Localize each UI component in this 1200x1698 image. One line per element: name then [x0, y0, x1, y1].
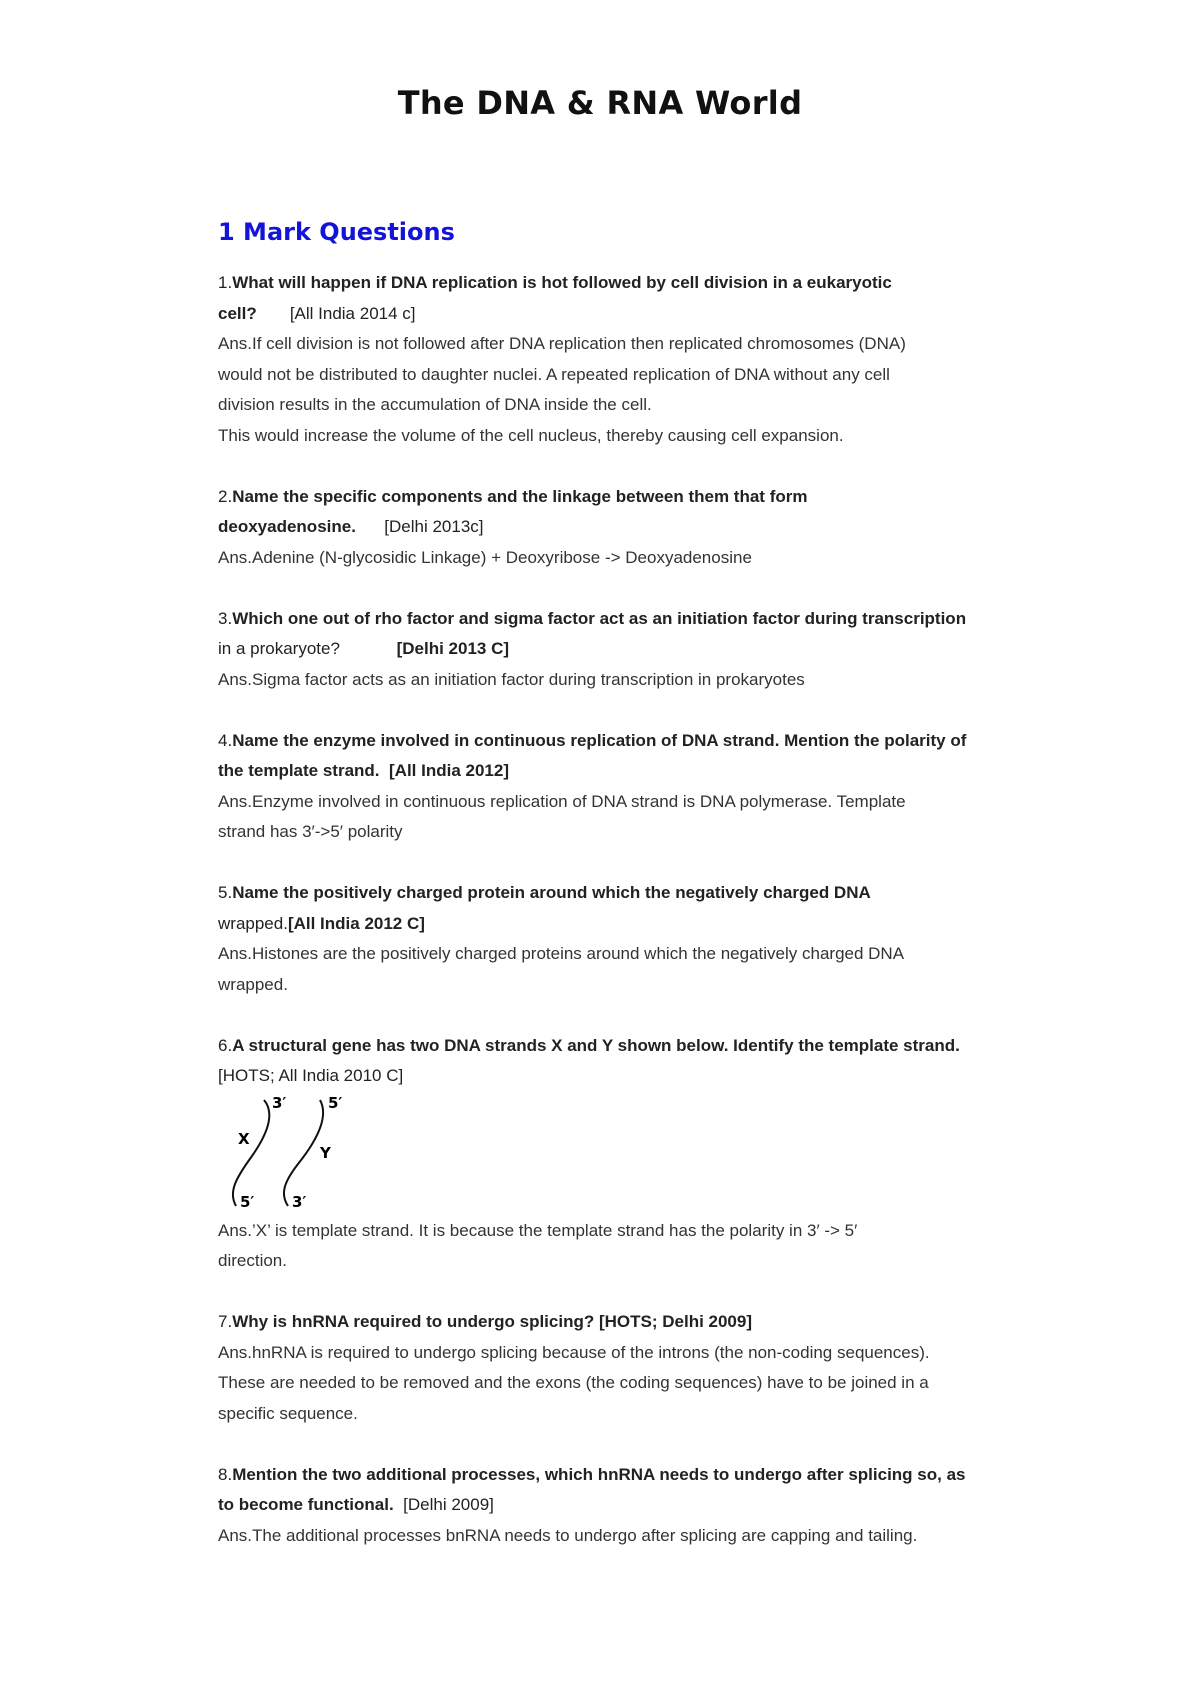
question-item: [218, 268, 998, 451]
question-text: 8.Mention the two additional processes, which hnRNA needs to undergo after splicing so, as to become functional. [Delhi 2009]: [218, 1464, 966, 1514]
question-source: [All India 2012 C]: [287, 913, 425, 933]
answer-text: Ans.’X’ is template strand. It is because the template strand has the polarity in 3′ -> 5′ direction.: [218, 1220, 858, 1270]
question-source: [Delhi 2013 C]: [396, 639, 510, 658]
strand-x-bottom-label: 5′: [240, 1192, 255, 1211]
question-text: 6.A structural gene has two DNA strands X and Y shown below. Identify the template strand. [HOTS; All India 2010 C]: [218, 1031, 998, 1092]
strand-y: [284, 1100, 323, 1206]
question-text: 4.Name the enzyme involved in continuous replication of DNA strand. Mention the polarity of the template strand. [All India 2012]: [218, 730, 967, 780]
question-text: 2.Name the specific components and the linkage between them that form deoxyadenosine. [Delhi 2013c]: [218, 486, 808, 536]
answer-text: Ans.Histones are the positively charged proteins around which the negatively charged DNA wrapped.: [218, 944, 905, 994]
questions-list: [218, 268, 998, 1582]
question-source: [All India 2014 c]: [289, 303, 416, 323]
answer-text: Ans.Sigma factor acts as an initiation factor during transcription in prokaryotes: [218, 669, 805, 689]
question-item: [218, 1031, 998, 1277]
question-text: 5.Name the positively charged protein around which the negatively charged DNA wrapped.[All India 2012 C]: [218, 883, 871, 933]
page-title: The DNA & RNA World: [397, 84, 803, 122]
strand-x: [233, 1100, 269, 1206]
question-text: 3.Which one out of rho factor and sigma factor act as an initiation factor during transcription in a prokaryote? [Delhi 2013 C]: [218, 608, 967, 658]
answer-text: Ans.hnRNA is required to undergo splicing because of the introns (the non-coding sequences). These are needed to be removed and the exons (the coding sequences) have to be joined in a specific sequence.: [218, 1342, 930, 1423]
question-text: 7.Why is hnRNA required to undergo splicing? [HOTS; Delhi 2009]: [218, 1312, 753, 1331]
question-source: [Delhi 2013c]: [384, 517, 484, 536]
strand-y-top-label: 5′: [328, 1093, 343, 1112]
question-item: [218, 1460, 998, 1552]
answer-text: Ans.Adenine (N-glycosidic Linkage) + Deoxyribose -> Deoxyadenosine: [218, 547, 752, 567]
answer-text: Ans.The additional processes bnRNA needs to undergo after splicing are capping and tailing.: [218, 1525, 918, 1545]
strand-x-label: X: [238, 1129, 250, 1148]
dna-strands-diagram: [218, 1094, 358, 1212]
question-source: [HOTS; All India 2010 C]: [218, 1066, 404, 1085]
strand-y-bottom-label: 3′: [292, 1192, 307, 1211]
question-item: [218, 604, 998, 696]
question-text: 1.What will happen if DNA replication is hot followed by cell division in a eukaryotic cell? [All India 2014 c]: [218, 273, 892, 323]
answer-text: Ans.If cell division is not followed after DNA replication then replicated chromosomes (DNA) would not be distributed to daughter nuclei. A repeated replication of DNA without any cell division results in the accumulation of DNA inside the cell. This would increase the volume of the cell nucleus, thereby causing cell expansion.: [218, 334, 906, 445]
question-source: [All India 2012]: [389, 761, 509, 780]
question-item: [218, 482, 998, 574]
question-source: [Delhi 2009]: [403, 1495, 494, 1514]
question-item: [218, 726, 998, 848]
question-source: [HOTS; Delhi 2009]: [598, 1312, 753, 1331]
strand-x-top-label: 3′: [272, 1093, 287, 1112]
strand-y-label: Y: [320, 1143, 331, 1162]
question-item: [218, 1307, 998, 1429]
question-item: [218, 878, 998, 1000]
answer-text: Ans.Enzyme involved in continuous replication of DNA strand is DNA polymerase. Template strand has 3′->5′ polarity: [218, 791, 906, 841]
section-heading: 1 Mark Questions: [218, 218, 455, 246]
